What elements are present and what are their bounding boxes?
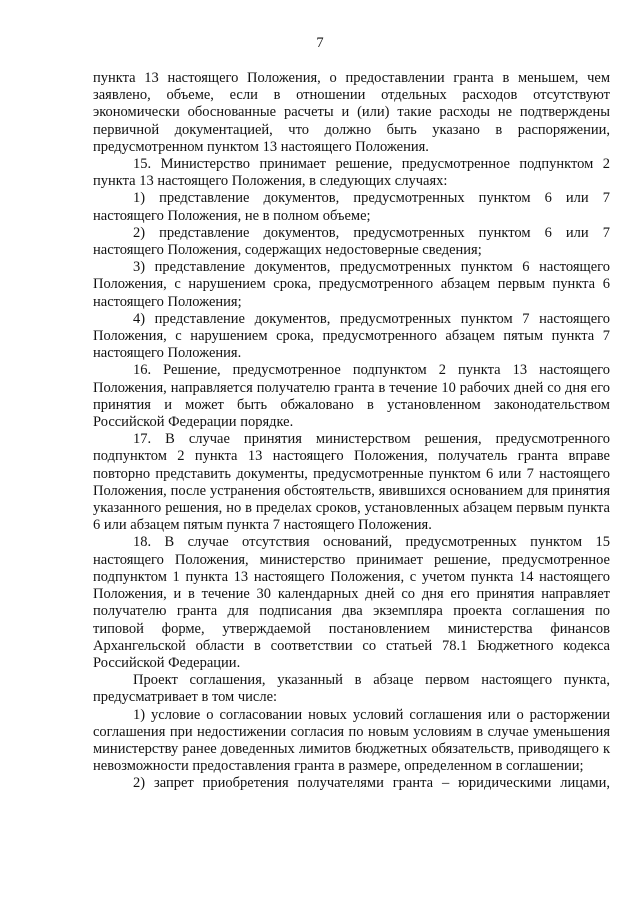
document-body — [93, 70, 610, 793]
paragraph: 1) представление документов, предусмотренных пунктом 6 или 7 настоящего Положения, не в полном объеме; — [93, 190, 610, 224]
paragraph: 4) представление документов, предусмотренных пунктом 7 настоящего Положения, с нарушением срока, предусмотренного абзацем пятым пункта 7 настоящего Положения. — [93, 310, 610, 362]
page-number: 7 — [316, 35, 324, 51]
paragraph: 16. Решение, предусмотренное подпунктом 2 пункта 13 настоящего Положения, направляется получателю гранта в течение 10 рабочих дней со дня его принятия и может быть обжаловано в установленном законодательством Российской Федерации порядке. — [93, 362, 610, 431]
paragraph: 17. В случае принятия министерством решения, предусмотренного подпунктом 2 пункта 13 настоящего Положения, получатель гранта вправе повторно представить документы, предусмотренные пунктом 6 или 7 настоящего Положения, после устранения обстоятельств, явившихся основанием для принятия указанного решения, но в пределах сроков, установленных абзацем первым пункта 6 или абзацем пятым пункта 7 настоящего Положения. — [93, 431, 610, 534]
paragraph: 15. Министерство принимает решение, предусмотренное подпунктом 2 пункта 13 настоящего Положения, в следующих случаях: — [93, 156, 610, 190]
paragraph: 2) представление документов, предусмотренных пунктом 6 или 7 настоящего Положения, содержащих недостоверные сведения; — [93, 224, 610, 259]
paragraph: Проект соглашения, указанный в абзаце первом настоящего пункта, предусматривает в том числе: — [93, 672, 610, 706]
paragraph: 2) запрет приобретения получателями гранта – юридическими лицами, — [133, 775, 610, 792]
paragraph: 1) условие о согласовании новых условий соглашения или о расторжении соглашения при недостижении согласия по новым условиям в случае уменьшения министерству ранее доведенных лимитов бюджетных обязательств, приводящего к невозможности предоставления гранта в размере, определенном в соглашении; — [93, 706, 610, 775]
paragraph: пункта 13 настоящего Положения, о предоставлении гранта в меньшем, чем заявлено, объеме, если в отношении отдельных расходов отсутствуют экономически обоснованные расчеты и (или) такие расходы не подтверждены первичной документацией, что должно быть указано в распоряжении, предусмотренном пунктом 13 настоящего Положения. — [93, 70, 610, 155]
paragraph: 3) представление документов, предусмотренных пунктом 6 настоящего Положения, с нарушением срока, предусмотренного абзацем первым пункта 6 настоящего Положения; — [93, 259, 610, 310]
paragraph: 18. В случае отсутствия оснований, предусмотренных пунктом 15 настоящего Положения, министерство принимает решение, предусмотренное подпунктом 1 пункта 13 настоящего Положения, с учетом пункта 14 настоящего Положения, и в течение 30 календарных дней со дня его принятия направляет получателю гранта для подписания два экземпляра проекта соглашения по типовой форме, утверждаемой постановлением министерства финансов Архангельской области в соответствии со статьей 78.1 Бюджетного кодекса Российской Федерации. — [93, 534, 610, 671]
